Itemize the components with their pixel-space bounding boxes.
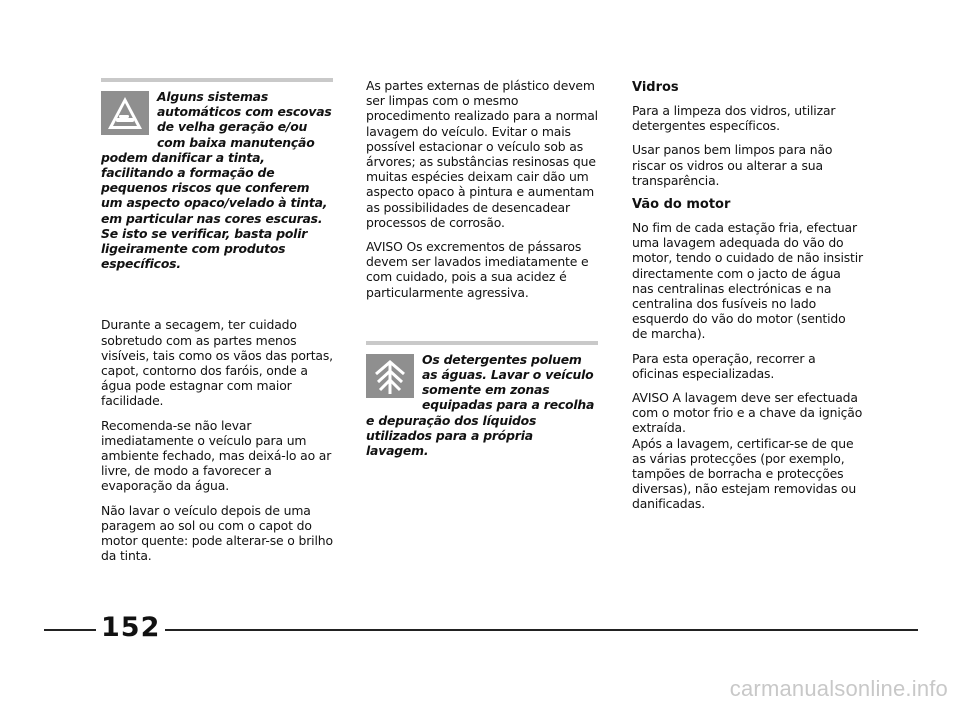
paragraph: Não lavar o veículo depois de uma paragem ao sol ou com o capot do motor quente: pode alterar-se o brilho da tinta. <box>101 502 333 564</box>
warning-box <box>101 78 333 271</box>
environment-box <box>366 341 598 458</box>
section-heading-vidros: Vidros <box>632 80 679 95</box>
paragraph: Após a lavagem, certificar-se de que as várias protecções (por exemplo, tampões de borracha e protecções diversas), não estejam removidas ou danificadas. <box>632 435 857 512</box>
page-number: 152 <box>96 610 165 646</box>
section-heading-vao-do-motor: Vão do motor <box>632 197 731 213</box>
paragraph: As partes externas de plástico devem ser limpas com o mesmo procedimento realizado para a normal lavagem do veículo. Evitar o mais possível estacionar o veículo sob as árvores; as substâncias resinosas que muitas espécies deixam cair dão um aspecto opaco à pintura e aumentam as possibilidades de desencadear processos de corrosão. <box>366 78 598 230</box>
warning-triangle-icon <box>101 91 149 135</box>
warning-text: Alguns sistemas automáticos com escovas de velha geração e/ou com baixa manutenção podem danificar a tinta, facilitando a formação de pequenos riscos que conferem um aspecto opaco/velado à tinta, em particular nas cores escuras. Se isto se verificar, basta polir ligeiramente com produtos específicos. <box>101 89 332 272</box>
paragraph: Para esta operação, recorrer a oficinas especializadas. <box>632 350 816 381</box>
paragraph: Para a limpeza dos vidros, utilizar detergentes específicos. <box>632 103 836 134</box>
paragraph: AVISO Os excrementos de pássaros devem ser lavados imediatamente e com cuidado, pois a sua acidez é particularmente agressiva. <box>366 239 589 300</box>
paragraph: AVISO A lavagem deve ser efectuada com o motor frio e a chave da ignição extraída. <box>632 390 863 436</box>
paragraph: Recomenda-se não levar imediatamente o veículo para um ambiente fechado, mas deixá-lo ao ar livre, de modo a favorecer a evaporação da água. <box>101 417 332 494</box>
paragraph: Durante a secagem, ter cuidado sobretudo com as partes menos visíveis, tais como os vãos das portas, capot, contorno dos faróis, onde a água pode estagnar com maior facilidade. <box>101 317 333 409</box>
environment-text: Os detergentes poluem as águas. Lavar o veículo somente em zonas equipadas para a recolha e depuração dos líquidos utilizados para a própria lavagem. <box>366 351 595 459</box>
environment-tree-icon <box>366 354 414 398</box>
column-2 <box>366 78 598 504</box>
paragraph: No fim de cada estação fria, efectuar uma lavagem adequada do vão do motor, tendo o cuidado de não insistir directamente com o jacto de água nas centralinas electrónicas e na centralina dos fusíveis no lado esquerdo do vão do motor (sentido de marcha). <box>632 220 863 342</box>
column-3 <box>632 78 864 521</box>
column-1 <box>101 78 333 572</box>
paragraph: Usar panos bem limpos para não riscar os vidros ou alterar a sua transparência. <box>632 142 833 188</box>
footer-rule <box>44 629 918 631</box>
watermark: carmanualsonline.info <box>729 676 948 701</box>
